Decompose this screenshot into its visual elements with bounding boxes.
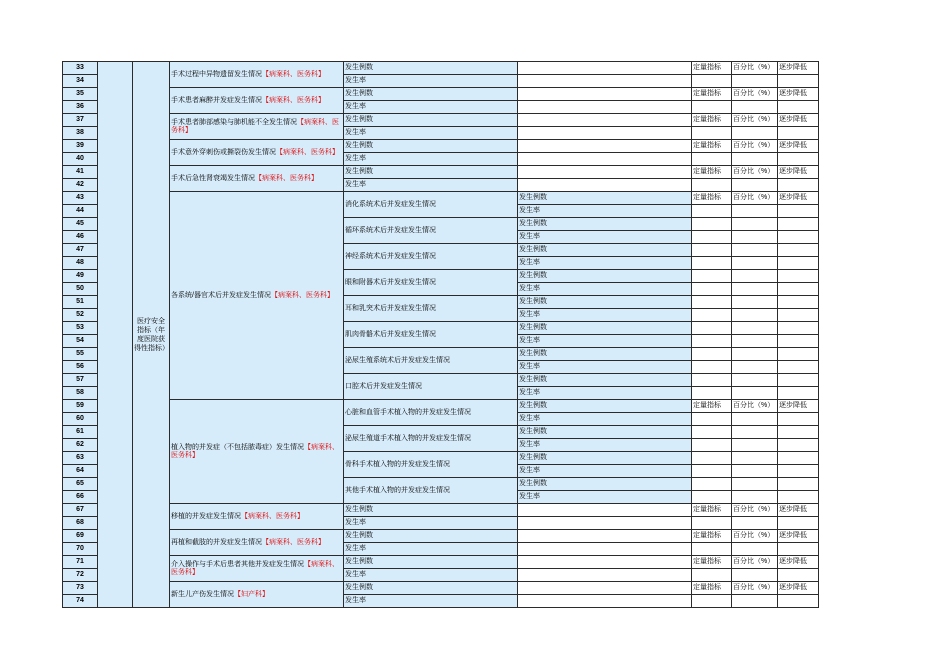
empty-cell	[692, 75, 732, 88]
indicator-dept: 【病案科、医务科】	[262, 96, 325, 104]
empty-cell	[692, 218, 732, 231]
row-number: 72	[63, 569, 98, 582]
table-row	[63, 140, 819, 153]
indicator-type: 定量指标	[692, 504, 732, 517]
empty-cell	[778, 348, 819, 361]
empty-cell	[778, 101, 819, 114]
indicator-type: 定量指标	[692, 140, 732, 153]
unit-label: 百分比（%）	[732, 88, 778, 101]
empty-cell	[518, 153, 692, 166]
indicator-name	[170, 556, 344, 582]
indicator-type: 定量指标	[692, 88, 732, 101]
row-number: 69	[63, 530, 98, 543]
item-label: 发生例数	[518, 218, 692, 231]
unit-label: 百分比（%）	[732, 582, 778, 595]
row-number: 73	[63, 582, 98, 595]
indicator-type: 定量指标	[692, 530, 732, 543]
table-row	[63, 114, 819, 127]
empty-cell	[778, 75, 819, 88]
empty-cell	[732, 296, 778, 309]
item-label: 发生例数	[518, 270, 692, 283]
row-number: 55	[63, 348, 98, 361]
empty-cell	[778, 231, 819, 244]
item-label: 发生率	[518, 439, 692, 452]
item-label: 发生例数	[344, 62, 518, 75]
indicator-dept: 【病案科、医务科】	[255, 174, 318, 182]
indicator-name	[170, 114, 344, 140]
row-number: 59	[63, 400, 98, 413]
empty-cell	[692, 543, 732, 556]
empty-cell	[778, 595, 819, 608]
table-row	[63, 192, 819, 205]
row-number: 63	[63, 452, 98, 465]
row-number: 67	[63, 504, 98, 517]
empty-cell	[732, 426, 778, 439]
indicator-dept: 【病案科、医务科】	[241, 512, 304, 520]
empty-cell	[732, 465, 778, 478]
indicator-name	[170, 530, 344, 556]
empty-cell	[732, 439, 778, 452]
empty-cell	[732, 205, 778, 218]
row-number: 64	[63, 465, 98, 478]
item-label: 发生率	[518, 491, 692, 504]
row-number: 39	[63, 140, 98, 153]
empty-cell	[778, 452, 819, 465]
row-number: 58	[63, 387, 98, 400]
empty-cell	[778, 257, 819, 270]
indicator-name	[170, 166, 344, 192]
category-label: 医疗安全指标（年度医院获得性指标）	[133, 62, 170, 608]
item-label: 发生率	[518, 361, 692, 374]
empty-cell	[732, 413, 778, 426]
row-number: 68	[63, 517, 98, 530]
table-row	[63, 582, 819, 595]
row-number: 71	[63, 556, 98, 569]
sub-indicator: 耳和乳突术后并发症发生情况	[344, 296, 518, 322]
empty-cell	[692, 361, 732, 374]
empty-cell	[692, 257, 732, 270]
empty-cell	[692, 595, 732, 608]
empty-cell	[692, 374, 732, 387]
row-number: 48	[63, 257, 98, 270]
empty-cell	[518, 517, 692, 530]
item-label: 发生例数	[344, 166, 518, 179]
empty-cell	[692, 270, 732, 283]
sub-indicator: 口腔术后并发症发生情况	[344, 374, 518, 400]
indicator-text: 手术后急性肾衰竭发生情况	[171, 174, 255, 182]
empty-cell	[692, 413, 732, 426]
direction-label: 逐步降低	[778, 192, 819, 205]
indicator-text: 手术过程中异物遗留发生情况	[171, 70, 262, 78]
item-label: 发生率	[344, 543, 518, 556]
empty-cell	[778, 309, 819, 322]
empty-cell	[778, 361, 819, 374]
empty-cell	[732, 244, 778, 257]
item-label: 发生例数	[518, 452, 692, 465]
empty-cell	[692, 296, 732, 309]
empty-cell	[732, 491, 778, 504]
direction-label: 逐步降低	[778, 114, 819, 127]
empty-cell	[732, 179, 778, 192]
sub-indicator: 其他手术植入物的并发症发生情况	[344, 478, 518, 504]
item-label: 发生例数	[344, 88, 518, 101]
empty-cell	[692, 348, 732, 361]
table-row	[63, 530, 819, 543]
empty-cell	[692, 127, 732, 140]
item-label: 发生率	[344, 75, 518, 88]
item-label: 发生率	[344, 153, 518, 166]
direction-label: 逐步降低	[778, 504, 819, 517]
empty-cell	[778, 205, 819, 218]
indicator-type: 定量指标	[692, 400, 732, 413]
empty-cell	[518, 127, 692, 140]
indicator-type: 定量指标	[692, 192, 732, 205]
item-label: 发生率	[518, 257, 692, 270]
empty-cell	[518, 179, 692, 192]
direction-label: 逐步降低	[778, 582, 819, 595]
empty-cell	[692, 179, 732, 192]
indicator-text: 手术意外穿刺伤或撕裂伤发生情况	[171, 148, 276, 156]
empty-cell	[778, 387, 819, 400]
empty-cell	[778, 322, 819, 335]
empty-cell	[692, 387, 732, 400]
indicator-text: 手术患者麻醉并发症发生情况	[171, 96, 262, 104]
empty-cell	[778, 335, 819, 348]
empty-cell	[692, 426, 732, 439]
row-number: 46	[63, 231, 98, 244]
row-number: 45	[63, 218, 98, 231]
item-label: 发生率	[344, 101, 518, 114]
row-number: 33	[63, 62, 98, 75]
empty-cell	[518, 595, 692, 608]
empty-cell	[732, 75, 778, 88]
indicator-dept: 【病案科、医务科】	[171, 560, 339, 576]
empty-cell	[518, 556, 692, 569]
sub-indicator: 泌尿生殖道手术植入物的并发症发生情况	[344, 426, 518, 452]
empty-cell	[692, 309, 732, 322]
indicator-name	[170, 192, 344, 400]
unit-label: 百分比（%）	[732, 140, 778, 153]
row-number: 53	[63, 322, 98, 335]
empty-cell	[692, 231, 732, 244]
empty-cell	[732, 335, 778, 348]
empty-cell	[732, 543, 778, 556]
empty-cell	[778, 517, 819, 530]
empty-cell	[518, 504, 692, 517]
sub-indicator: 眼和附器术后并发症发生情况	[344, 270, 518, 296]
indicator-name	[170, 582, 344, 608]
indicator-type: 定量指标	[692, 114, 732, 127]
indicator-type: 定量指标	[692, 556, 732, 569]
unit-label: 百分比（%）	[732, 62, 778, 75]
item-label: 发生率	[344, 179, 518, 192]
sub-indicator: 神经系统术后并发症发生情况	[344, 244, 518, 270]
item-label: 发生率	[518, 465, 692, 478]
indicator-name	[170, 62, 344, 88]
empty-cell	[692, 205, 732, 218]
empty-cell	[732, 361, 778, 374]
empty-cell	[692, 322, 732, 335]
item-label: 发生例数	[344, 582, 518, 595]
empty-cell	[778, 244, 819, 257]
empty-cell	[778, 153, 819, 166]
empty-cell	[732, 387, 778, 400]
item-label: 发生率	[518, 205, 692, 218]
empty-cell	[732, 257, 778, 270]
blank-cell	[98, 62, 133, 608]
table-row	[63, 556, 819, 569]
direction-label: 逐步降低	[778, 140, 819, 153]
row-number: 56	[63, 361, 98, 374]
item-label: 发生例数	[518, 400, 692, 413]
unit-label: 百分比（%）	[732, 192, 778, 205]
row-number: 62	[63, 439, 98, 452]
empty-cell	[692, 517, 732, 530]
row-number: 34	[63, 75, 98, 88]
empty-cell	[732, 452, 778, 465]
indicator-dept: 【妇产科】	[234, 590, 269, 598]
sub-indicator: 循环系统术后并发症发生情况	[344, 218, 518, 244]
empty-cell	[778, 179, 819, 192]
item-label: 发生率	[518, 231, 692, 244]
empty-cell	[732, 101, 778, 114]
indicator-dept: 【病案科、医务科】	[270, 291, 334, 299]
sub-indicator: 肌肉骨骼术后并发症发生情况	[344, 322, 518, 348]
indicator-name	[170, 504, 344, 530]
item-label: 发生例数	[518, 348, 692, 361]
unit-label: 百分比（%）	[732, 556, 778, 569]
empty-cell	[732, 374, 778, 387]
item-label: 发生率	[518, 283, 692, 296]
item-label: 发生率	[344, 127, 518, 140]
item-label: 发生例数	[518, 478, 692, 491]
empty-cell	[518, 62, 692, 75]
sub-indicator: 泌尿生殖系统术后并发症发生情况	[344, 348, 518, 374]
empty-cell	[732, 595, 778, 608]
empty-cell	[778, 478, 819, 491]
empty-cell	[692, 478, 732, 491]
empty-cell	[778, 296, 819, 309]
empty-cell	[778, 374, 819, 387]
indicator-dept: 【病案科、医务科】	[262, 70, 325, 78]
table-row	[63, 62, 819, 75]
item-label: 发生例数	[518, 374, 692, 387]
row-number: 61	[63, 426, 98, 439]
indicator-name	[170, 88, 344, 114]
empty-cell	[778, 270, 819, 283]
empty-cell	[518, 88, 692, 101]
row-number: 43	[63, 192, 98, 205]
item-label: 发生例数	[518, 244, 692, 257]
empty-cell	[692, 569, 732, 582]
table-row	[63, 400, 819, 413]
row-number: 47	[63, 244, 98, 257]
indicator-text: 植入物的并发症（不包括脓毒症）发生情况	[171, 443, 304, 451]
empty-cell	[778, 413, 819, 426]
empty-cell	[778, 127, 819, 140]
indicator-name	[170, 400, 344, 504]
direction-label: 逐步降低	[778, 530, 819, 543]
empty-cell	[732, 517, 778, 530]
empty-cell	[778, 543, 819, 556]
empty-cell	[778, 218, 819, 231]
empty-cell	[778, 439, 819, 452]
empty-cell	[518, 101, 692, 114]
row-number: 50	[63, 283, 98, 296]
unit-label: 百分比（%）	[732, 504, 778, 517]
row-number: 36	[63, 101, 98, 114]
item-label: 发生率	[344, 595, 518, 608]
sub-indicator: 心脏和血管手术植入物的并发症发生情况	[344, 400, 518, 426]
row-number: 49	[63, 270, 98, 283]
unit-label: 百分比（%）	[732, 400, 778, 413]
row-number: 57	[63, 374, 98, 387]
direction-label: 逐步降低	[778, 166, 819, 179]
indicator-type: 定量指标	[692, 62, 732, 75]
unit-label: 百分比（%）	[732, 166, 778, 179]
indicator-type: 定量指标	[692, 166, 732, 179]
empty-cell	[692, 335, 732, 348]
indicator-text: 移植的并发症发生情况	[171, 512, 241, 520]
empty-cell	[518, 582, 692, 595]
empty-cell	[732, 309, 778, 322]
empty-cell	[692, 439, 732, 452]
empty-cell	[732, 348, 778, 361]
item-label: 发生例数	[344, 140, 518, 153]
row-number: 38	[63, 127, 98, 140]
indicator-text: 新生儿产伤发生情况	[171, 590, 234, 598]
empty-cell	[518, 530, 692, 543]
indicator-dept: 【病案科、医务科】	[171, 118, 339, 134]
indicator-dept: 【病案科、医务科】	[276, 148, 339, 156]
item-label: 发生例数	[518, 192, 692, 205]
empty-cell	[692, 101, 732, 114]
row-number: 40	[63, 153, 98, 166]
item-label: 发生例数	[344, 114, 518, 127]
row-number: 35	[63, 88, 98, 101]
empty-cell	[732, 322, 778, 335]
item-label: 发生率	[518, 335, 692, 348]
indicator-dept: 【病案科、医务科】	[262, 538, 325, 546]
empty-cell	[518, 114, 692, 127]
empty-cell	[778, 465, 819, 478]
unit-label: 百分比（%）	[732, 114, 778, 127]
empty-cell	[778, 569, 819, 582]
empty-cell	[518, 569, 692, 582]
unit-label: 百分比（%）	[732, 530, 778, 543]
empty-cell	[778, 491, 819, 504]
row-number: 66	[63, 491, 98, 504]
empty-cell	[778, 283, 819, 296]
empty-cell	[778, 426, 819, 439]
indicator-text: 手术患者肺部感染与肺机能不全发生情况	[171, 118, 297, 126]
empty-cell	[732, 218, 778, 231]
row-number: 74	[63, 595, 98, 608]
empty-cell	[518, 75, 692, 88]
empty-cell	[518, 140, 692, 153]
item-label: 发生例数	[344, 504, 518, 517]
empty-cell	[732, 270, 778, 283]
direction-label: 逐步降低	[778, 556, 819, 569]
indicator-table	[62, 61, 819, 608]
item-label: 发生例数	[344, 530, 518, 543]
empty-cell	[732, 153, 778, 166]
row-number: 51	[63, 296, 98, 309]
row-number: 42	[63, 179, 98, 192]
indicator-type: 定量指标	[692, 582, 732, 595]
empty-cell	[692, 465, 732, 478]
direction-label: 逐步降低	[778, 88, 819, 101]
indicator-name	[170, 140, 344, 166]
row-number: 65	[63, 478, 98, 491]
empty-cell	[692, 244, 732, 257]
item-label: 发生例数	[344, 556, 518, 569]
row-number: 70	[63, 543, 98, 556]
item-label: 发生率	[344, 569, 518, 582]
item-label: 发生率	[518, 413, 692, 426]
indicator-text: 各系统/器官术后并发症发生情况	[171, 291, 271, 299]
empty-cell	[732, 231, 778, 244]
empty-cell	[518, 166, 692, 179]
item-label: 发生率	[518, 387, 692, 400]
empty-cell	[692, 283, 732, 296]
empty-cell	[732, 569, 778, 582]
empty-cell	[692, 491, 732, 504]
item-label: 发生例数	[518, 322, 692, 335]
sub-indicator: 骨科手术植入物的并发症发生情况	[344, 452, 518, 478]
item-label: 发生例数	[518, 426, 692, 439]
empty-cell	[692, 452, 732, 465]
row-number: 44	[63, 205, 98, 218]
empty-cell	[692, 153, 732, 166]
row-number: 60	[63, 413, 98, 426]
row-number: 37	[63, 114, 98, 127]
direction-label: 逐步降低	[778, 400, 819, 413]
indicator-dept: 【病案科、医务科】	[171, 443, 339, 459]
indicator-text: 介入操作与手术后患者其他并发症发生情况	[171, 560, 304, 568]
empty-cell	[732, 283, 778, 296]
row-number: 54	[63, 335, 98, 348]
empty-cell	[732, 478, 778, 491]
item-label: 发生例数	[518, 296, 692, 309]
indicator-text: 再植和截肢的并发症发生情况	[171, 538, 262, 546]
sub-indicator: 消化系统术后并发症发生情况	[344, 192, 518, 218]
item-label: 发生率	[518, 309, 692, 322]
table-row	[63, 504, 819, 517]
direction-label: 逐步降低	[778, 62, 819, 75]
row-number: 52	[63, 309, 98, 322]
empty-cell	[518, 543, 692, 556]
item-label: 发生率	[344, 517, 518, 530]
row-number: 41	[63, 166, 98, 179]
table-row	[63, 88, 819, 101]
empty-cell	[732, 127, 778, 140]
table-row	[63, 166, 819, 179]
